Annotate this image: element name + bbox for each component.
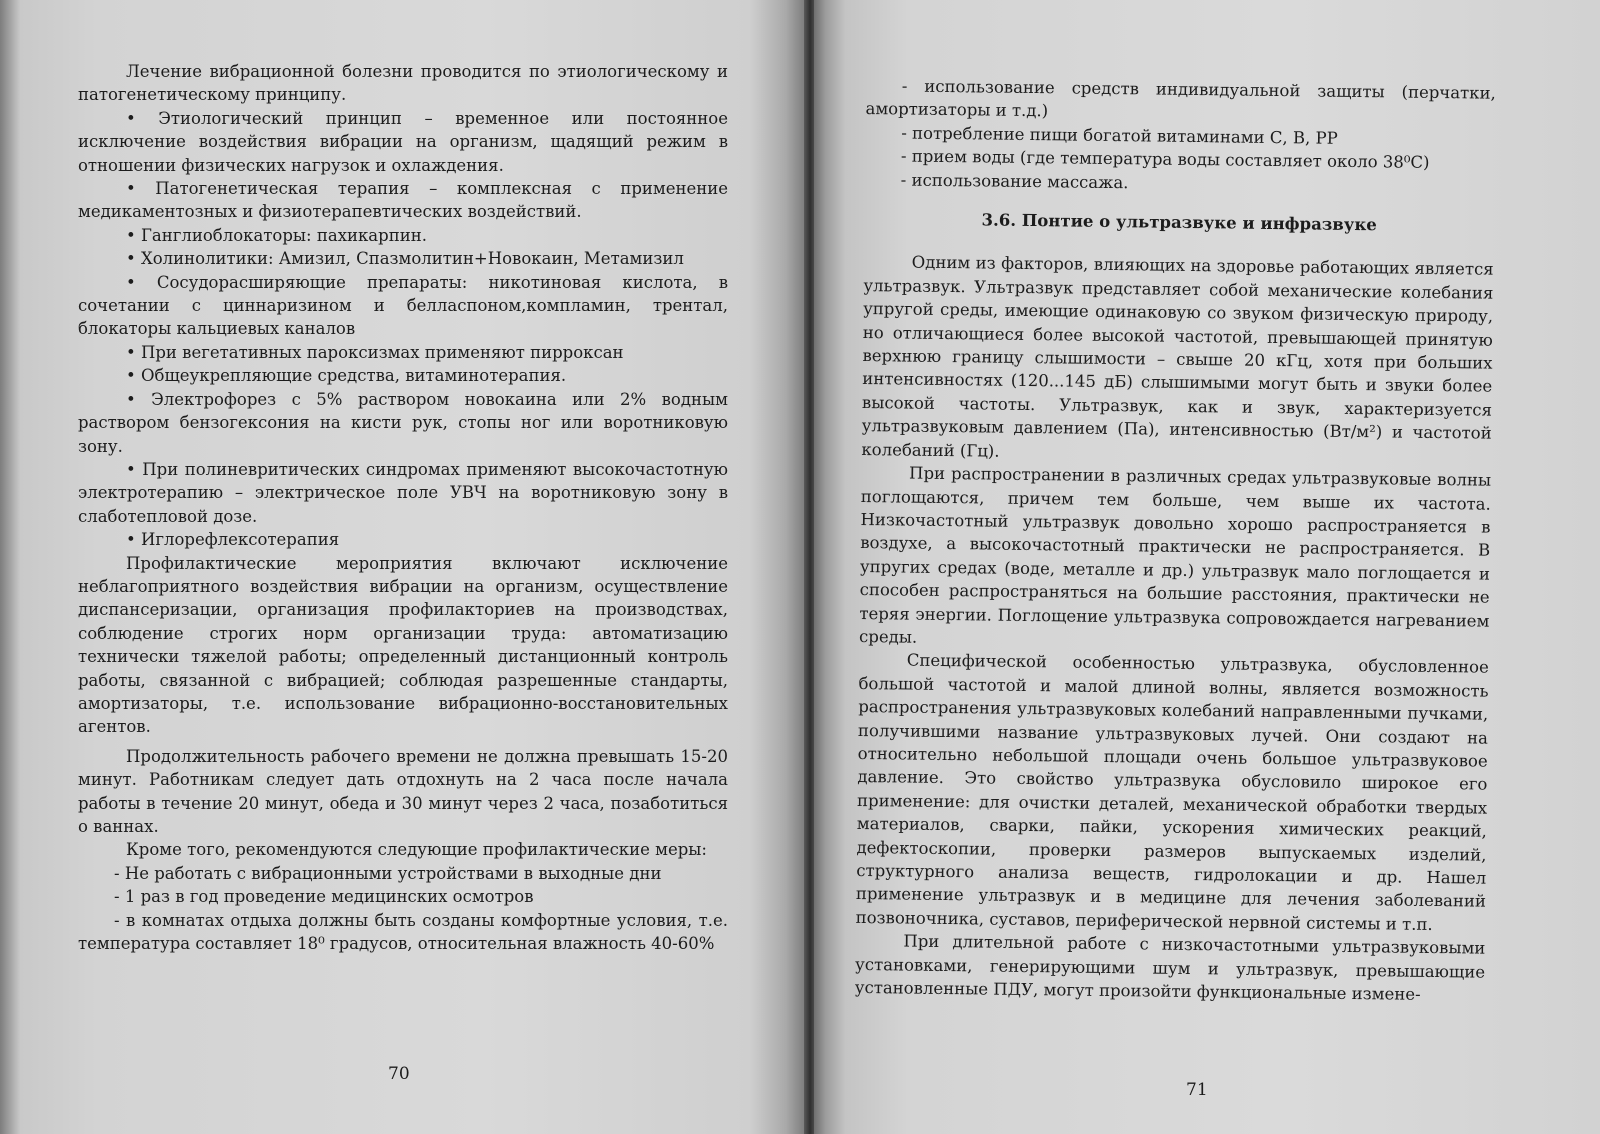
bullet-item: • При вегетативных пароксизмах применяют пирроксан [126,342,624,362]
bullet-item: • Холинолитики: Амизил, Спазмолитин+Новокаин, Метамизил [126,249,684,269]
dash-item: - использование средств индивидуальной защиты (перчатки, амортизаторы и т.д.) [865,76,1496,121]
section-heading: 3.6. Понтие о ультразвуке и инфразвуке [981,210,1377,235]
dash-item: - Не работать с вибрационными устройствами в выходные дни [114,863,662,883]
dash-item: - потребление пищи богатой витаминами С, В, РР [901,123,1338,148]
page-number: 71 [1186,1080,1208,1100]
paragraph: Лечение вибрационной болезни проводится по этиологическому и патогенетическому принципу. [78,62,728,105]
bullet-item: • Патогенетическая терапия – комплексная с применение медикаментозных и физиотерапевтических воздействий. [78,179,728,222]
paragraph: Профилактические мероприятия включают исключение неблагоприятного воздействия вибрации на организм, осуществление диспансеризации, организация профилакториев на производствах, соблюдение строгих норм организации труда: автоматизацию технически тяжелой работы; определенный дистанционный контроль работы, связанной с вибрацией; соблюдая разрешенные стандарты, амортизаторы, т.е. использование вибрационно-восстановительных агентов. [78,553,728,737]
paragraph: Одним из факторов, влияющих на здоровье работающих является ультразвук. Ультразвук представляет собой механические колебания упругой среды, имеющие одинаковую со звуком физическую природу, но отличающиеся более высокой частотой, превышающей принятую верхнюю границу слышимости – свыше 20 кГц, хотя при больших интенсивностях (120...145 дБ) слышимыми могут быть и звуки более высокой частоты. Ультразвук, как и звук, характеризуется ультразвуковым давлением (Па), интенсивностью (Вт/м²) и частотой колебаний (Гц). [861,253,1494,461]
dash-item: - в комнатах отдыха должны быть созданы комфортные условия, т.е. температура составляет 18⁰ градусов, относительная влажность 40-60% [78,910,728,954]
paragraph: Продолжительность рабочего времени не должна превышать 15-20 минут. Работникам следует дать отдохнуть на 2 часа после начала работы в течение 20 минут, обеда и 30 минут через 2 часа, позаботиться о ваннах. [78,746,728,836]
page-number: 70 [388,1064,410,1084]
paragraph: При распространении в различных средах ультразвуковые волны поглощаются, причем тем больше, чем выше их частота. Низкочастотный ультразвук довольно хорошо распространяется в воздухе, а высокочастотный практически не распространяется. В упругих средах (воде, металле и др.) ультразвук мало поглощается и способен распространяться на большие расстояния, практически не теряя энергии. Поглощение ультразвука сопровождается нагреванием среды. [859,463,1492,647]
bullet-item: • Этиологический принцип – временное или постоянное исключение воздействия вибрации на организм, щадящий режим в отношении физических нагрузок и охлаждения. [78,108,728,175]
paragraph: При длительной работе с низкочастотными ультразвуковыми установками, генерирующими шум и ультразвук, превышающие установленные ПДУ, могут произойти функциональные измене- [854,931,1486,1004]
bullet-item: • Сосудорасширяющие препараты: никотиновая кислота, в сочетании с циннаризином и белласпоном,компламин, трентал, блокаторы кальциевых каналов [78,272,728,339]
right-page-text [855,74,1496,1007]
left-page-text [78,60,728,955]
bullet-item: • При полиневритических синдромах применяют высокочастотную электротерапию – электрическое поле УВЧ на воротниковую зону в слаботепловой дозе. [78,459,728,526]
bullet-item: • Иглорефлексотерапия [126,530,340,550]
dash-item: - 1 раз в год проведение медицинских осмотров [114,887,534,907]
dash-item: - использование массажа. [900,170,1129,192]
dash-item: - прием воды (где температура воды составляет около 38⁰С) [900,146,1430,173]
paragraph: Специфической особенностью ультразвука, обусловленное большой частотой и малой длиной волны, является возможность распространения ультразвуковых колебаний направленными пучками, получившими название ультразвуковых лучей. Они создают на относительно небольшой площади очень большое ультразвуковое давление. Это свойство ультразвука обусловило широкое его применение: для очистки деталей, механической обработки твердых материалов, сварки, пайки, ускорения химических реакций, дефектоскопии, проверки размеров выпускаемых изделий, структурного анализа веществ, гидролокации и др. Нашел применение ультразвук и в медицине для лечения заболеваний позвоночника, суставов, периферической нервной системы и т.п. [855,650,1489,934]
right-page [814,0,1600,1134]
bullet-item: • Общеукрепляющие средства, витаминотерапия. [126,366,567,386]
paragraph: Кроме того, рекомендуются следующие профилактические меры: [126,840,707,860]
bullet-item: • Ганглиоблокаторы: пахикарпин. [126,225,427,245]
bullet-item: • Электрофорез с 5% раствором новокаина или 2% водным раствором бензогексония на кисти рук, стопы ног или воротниковую зону. [78,389,728,456]
